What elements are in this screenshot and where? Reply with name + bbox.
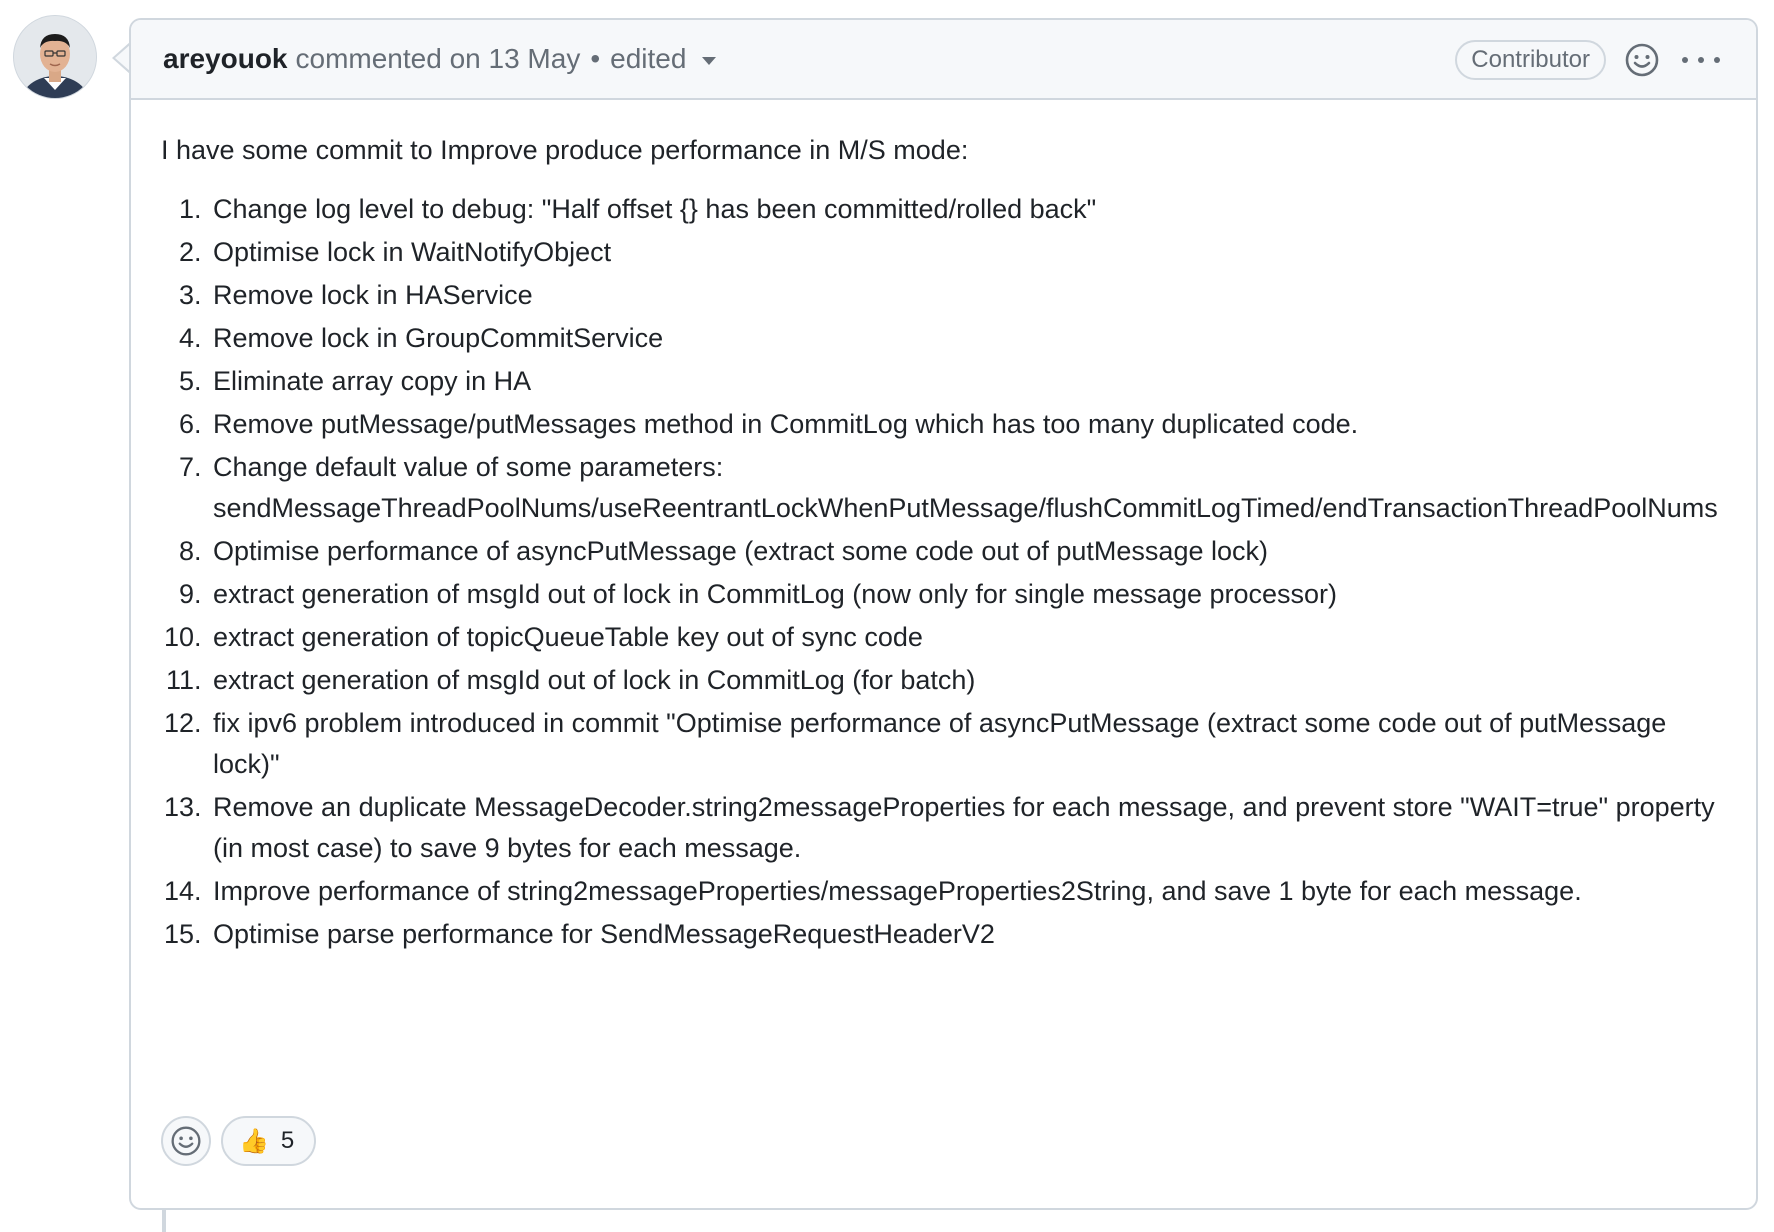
list-item: 14. Improve performance of string2messageProperties/messageProperties2String, and save 1 byte for each message. <box>209 871 1724 912</box>
smiley-icon[interactable] <box>1624 42 1660 78</box>
triangle-down-icon <box>702 57 716 65</box>
comment-timestamp[interactable]: commented on 13 May <box>295 43 581 74</box>
list-item: 6. Remove putMessage/putMessages method in CommitLog which has too many duplicated code. <box>209 404 1724 445</box>
thumbs-up-reaction-button[interactable] <box>221 1116 316 1166</box>
reactions-bar <box>161 1116 316 1166</box>
commit-list <box>161 189 1724 955</box>
reaction-count: 5 <box>280 1127 295 1154</box>
list-item: 12. fix ipv6 problem introduced in commit "Optimise performance of asyncPutMessage (extract some code out of putMessage lock)" <box>209 703 1724 785</box>
list-item: 3. Remove lock in HAService <box>209 275 1724 316</box>
user-avatar-image <box>14 16 96 98</box>
smiley-icon <box>170 1125 202 1157</box>
list-item: 8. Optimise performance of asyncPutMessage (extract some code out of putMessage lock) <box>209 531 1724 572</box>
list-item: 4. Remove lock in GroupCommitService <box>209 318 1724 359</box>
author-link[interactable]: areyouok <box>163 43 288 74</box>
edited-label: edited <box>610 43 687 74</box>
comment-card <box>129 18 1758 1210</box>
avatar[interactable] <box>14 16 96 98</box>
comment-intro: I have some commit to Improve produce performance in M/S mode: <box>161 135 969 165</box>
list-item: 7. Change default value of some parameters: sendMessageThreadPoolNums/useReentrantLockWhenPutMessage/flushCommitLogTimed/endTransactionThreadPoolNums <box>209 447 1724 529</box>
add-reaction-button[interactable] <box>161 1116 211 1166</box>
kebab-horizontal-icon[interactable] <box>1682 42 1720 78</box>
list-item: 15. Optimise parse performance for SendMessageRequestHeaderV2 <box>209 914 1724 955</box>
list-item: 10. extract generation of topicQueueTable key out of sync code <box>209 617 1724 658</box>
thumbs-up-icon: 👍 <box>239 1127 269 1155</box>
comment-header <box>131 20 1756 100</box>
list-item: 9. extract generation of msgId out of lock in CommitLog (now only for single message processor) <box>209 574 1724 615</box>
comment-body <box>131 100 1756 955</box>
edited-dropdown[interactable] <box>610 43 716 75</box>
separator-dot: • <box>590 43 601 74</box>
contributor-badge: Contributor <box>1455 40 1606 80</box>
list-item: 5. Eliminate array copy in HA <box>209 361 1724 402</box>
list-item: 11. extract generation of msgId out of lock in CommitLog (for batch) <box>209 660 1724 701</box>
list-item: 1. Change log level to debug: "Half offset {} has been committed/rolled back" <box>209 189 1724 230</box>
list-item: 2. Optimise lock in WaitNotifyObject <box>209 232 1724 273</box>
timeline-connector <box>162 1210 166 1232</box>
list-item: 13. Remove an duplicate MessageDecoder.string2messageProperties for each message, and prevent store "WAIT=true" property (in most case) to save 9 bytes for each message. <box>209 787 1724 869</box>
